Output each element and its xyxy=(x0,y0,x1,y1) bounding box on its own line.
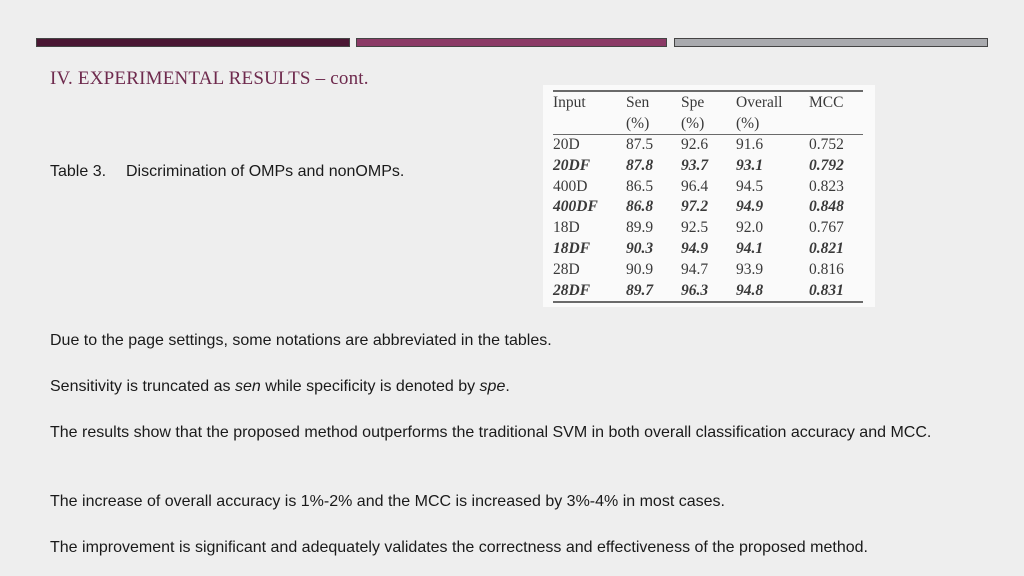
table-cell: 96.3 xyxy=(681,281,709,299)
table-header-row xyxy=(553,91,863,135)
table-cell: 91.6 xyxy=(736,136,764,153)
table-cell: 0.792 xyxy=(809,156,844,174)
table-cell: 0.848 xyxy=(809,198,844,216)
paragraph-abbreviations: Due to the page settings, some notations are abbreviated in the tables. xyxy=(50,332,552,349)
table-cell: 0.831 xyxy=(809,281,844,299)
header-bar-gray xyxy=(674,38,988,47)
table-cell: 94.9 xyxy=(681,239,709,257)
term-spe: spe xyxy=(479,378,506,395)
table-cell: 87.8 xyxy=(626,156,654,174)
table-cell: 94.5 xyxy=(736,177,764,195)
header-bar-medium xyxy=(356,38,667,47)
table-cell: 92.5 xyxy=(681,219,709,237)
results-table xyxy=(553,90,863,303)
table-row xyxy=(553,135,863,156)
table-cell: 18DF xyxy=(553,239,591,257)
table-cell: 20D xyxy=(553,136,580,153)
table-cell: 0.752 xyxy=(809,136,844,153)
paragraph-results: The results show that the proposed method outperforms the traditional SVM in both overall classification accuracy and MCC. xyxy=(50,424,932,441)
table-cell: 94.7 xyxy=(681,260,709,278)
header-spe: Spe (%) xyxy=(681,94,705,132)
table-cell: 94.8 xyxy=(736,281,764,299)
table-caption-text: Discrimination of OMPs and nonOMPs. xyxy=(126,163,405,180)
term-sen: sen xyxy=(234,378,261,395)
table-row xyxy=(553,239,863,260)
table-cell: 87.5 xyxy=(626,136,654,153)
table-row xyxy=(553,281,863,303)
table-cell: 86.8 xyxy=(626,198,654,216)
table-cell: 0.821 xyxy=(809,239,844,257)
table-cell: 0.767 xyxy=(809,219,844,237)
paragraph-increase: The increase of overall accuracy is 1%-2% and the MCC is increased by 3%-4% in most cases. xyxy=(50,493,725,510)
table-caption-number: Table 3. xyxy=(50,163,107,180)
table-cell: 0.823 xyxy=(809,177,844,195)
header-input: Input xyxy=(553,94,586,111)
table-cell: 90.3 xyxy=(626,239,654,257)
table-cell: 94.9 xyxy=(736,198,764,216)
table-cell: 92.6 xyxy=(681,136,709,153)
table-row xyxy=(553,177,863,198)
table-cell: 90.9 xyxy=(626,260,654,278)
table-cell: 93.1 xyxy=(736,156,764,174)
table-cell: 93.9 xyxy=(736,260,764,278)
table-cell: 18D xyxy=(553,219,580,237)
header-sen: Sen (%) xyxy=(626,94,650,132)
table-cell: 28DF xyxy=(553,281,591,299)
table-cell: 92.0 xyxy=(736,219,764,237)
header-overall: Overall (%) xyxy=(736,94,783,132)
table-row xyxy=(553,218,863,239)
table-cell: 97.2 xyxy=(681,198,709,216)
table-cell: 0.816 xyxy=(809,260,844,278)
paragraph-conclusion: The improvement is significant and adequately validates the correctness and effectiveness of the proposed method. xyxy=(50,539,868,556)
paragraph-notation: Sensitivity is truncated as sen while specificity is denoted by spe. xyxy=(50,378,510,395)
table-cell: 93.7 xyxy=(681,156,709,174)
slide-title: IV. EXPERIMENTAL RESULTS – cont. xyxy=(50,68,369,89)
header-mcc: MCC xyxy=(809,94,844,111)
table-cell: 89.7 xyxy=(626,281,654,299)
table-cell: 89.9 xyxy=(626,219,654,237)
table-cell: 400DF xyxy=(553,198,598,216)
table-row xyxy=(553,156,863,177)
table-cell: 28D xyxy=(553,260,580,278)
table-row xyxy=(553,197,863,218)
table-cell: 400D xyxy=(553,177,588,195)
results-table-image xyxy=(543,85,875,307)
table-cell: 86.5 xyxy=(626,177,654,195)
table-cell: 94.1 xyxy=(736,239,764,257)
header-bar-dark xyxy=(36,38,350,47)
table-cell: 20DF xyxy=(553,156,591,174)
table-row xyxy=(553,260,863,281)
table-caption xyxy=(50,163,404,181)
table-cell: 96.4 xyxy=(681,177,709,195)
